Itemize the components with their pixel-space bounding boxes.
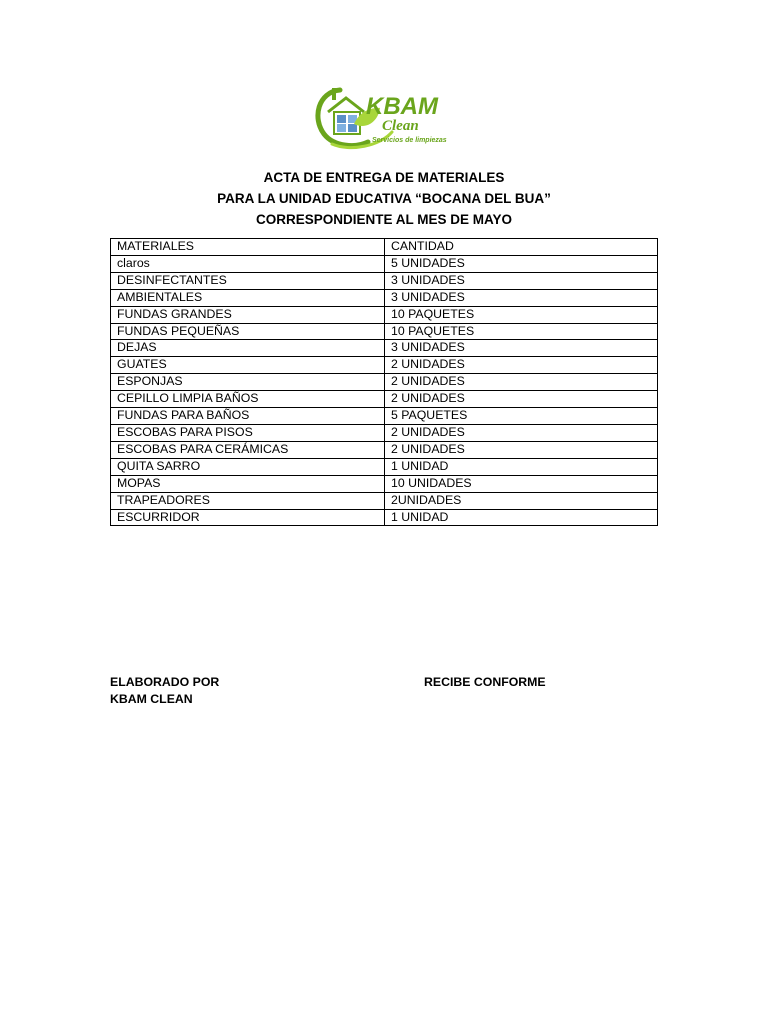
cantidad-cell: 10 PAQUETES bbox=[385, 323, 658, 340]
material-cell: MOPAS bbox=[111, 475, 385, 492]
table-row bbox=[111, 357, 658, 374]
material-cell: AMBIENTALES bbox=[111, 289, 385, 306]
material-cell: ESCURRIDOR bbox=[111, 509, 385, 526]
cantidad-cell: 1 UNIDAD bbox=[385, 509, 658, 526]
table-row bbox=[111, 289, 658, 306]
materials-table bbox=[110, 238, 658, 526]
cantidad-cell: 2 UNIDADES bbox=[385, 441, 658, 458]
table-row bbox=[111, 441, 658, 458]
cantidad-cell: 2 UNIDADES bbox=[385, 391, 658, 408]
cantidad-cell: 2 UNIDADES bbox=[385, 357, 658, 374]
title-line-3: CORRESPONDIENTE AL MES DE MAYO bbox=[255, 212, 513, 227]
table-row bbox=[111, 323, 658, 340]
logo-graphic bbox=[310, 84, 460, 152]
material-cell: FUNDAS PEQUEÑAS bbox=[111, 323, 385, 340]
material-cell: claros bbox=[111, 255, 385, 272]
cantidad-cell: 10 PAQUETES bbox=[385, 306, 658, 323]
table-row bbox=[111, 424, 658, 441]
table-row bbox=[111, 408, 658, 425]
logo-brand: KBAM bbox=[366, 93, 438, 120]
logo-sub: Clean bbox=[382, 118, 419, 134]
table-row bbox=[111, 391, 658, 408]
material-cell: QUITA SARRO bbox=[111, 458, 385, 475]
title-line-1: ACTA DE ENTREGA DE MATERIALES bbox=[263, 170, 505, 185]
table-row bbox=[111, 255, 658, 272]
material-cell: GUATES bbox=[111, 357, 385, 374]
cantidad-cell: 10 UNIDADES bbox=[385, 475, 658, 492]
material-cell: FUNDAS PARA BAÑOS bbox=[111, 408, 385, 425]
cantidad-cell: 2 UNIDADES bbox=[385, 424, 658, 441]
material-cell: DEJAS bbox=[111, 340, 385, 357]
table-row bbox=[111, 340, 658, 357]
material-cell: ESCOBAS PARA CERÁMICAS bbox=[111, 441, 385, 458]
table-row bbox=[111, 458, 658, 475]
header-materiales: MATERIALES bbox=[111, 239, 385, 256]
elaborado-por-label: ELABORADO POR bbox=[110, 675, 220, 689]
table-row bbox=[111, 306, 658, 323]
table-row bbox=[111, 374, 658, 391]
cantidad-cell: 5 UNIDADES bbox=[385, 255, 658, 272]
title-line-2: PARA LA UNIDAD EDUCATIVA “BOCANA DEL BUA” bbox=[217, 191, 551, 206]
table-row bbox=[111, 509, 658, 526]
signature-recibe bbox=[424, 674, 546, 691]
material-cell: DESINFECTANTES bbox=[111, 272, 385, 289]
material-cell: TRAPEADORES bbox=[111, 492, 385, 509]
cantidad-cell: 2UNIDADES bbox=[385, 492, 658, 509]
material-cell: CEPILLO LIMPIA BAÑOS bbox=[111, 391, 385, 408]
table-row bbox=[111, 272, 658, 289]
cantidad-cell: 5 PAQUETES bbox=[385, 408, 658, 425]
signature-elaborado bbox=[110, 674, 219, 708]
cantidad-cell: 3 UNIDADES bbox=[385, 340, 658, 357]
cantidad-cell: 3 UNIDADES bbox=[385, 272, 658, 289]
table-header-row bbox=[111, 239, 658, 256]
recibe-conforme-label: RECIBE CONFORME bbox=[424, 675, 546, 689]
material-cell: ESCOBAS PARA PISOS bbox=[111, 424, 385, 441]
cantidad-cell: 3 UNIDADES bbox=[385, 289, 658, 306]
table-row bbox=[111, 475, 658, 492]
cantidad-cell: 2 UNIDADES bbox=[385, 374, 658, 391]
kbam-clean-logo bbox=[310, 84, 460, 152]
material-cell: FUNDAS GRANDES bbox=[111, 306, 385, 323]
document-title bbox=[0, 167, 768, 230]
cantidad-cell: 1 UNIDAD bbox=[385, 458, 658, 475]
material-cell: ESPONJAS bbox=[111, 374, 385, 391]
elaborado-company: KBAM CLEAN bbox=[110, 692, 193, 706]
header-cantidad: CANTIDAD bbox=[385, 239, 658, 256]
table-row bbox=[111, 492, 658, 509]
logo-tagline: Servicios de limpiezas bbox=[372, 137, 447, 144]
